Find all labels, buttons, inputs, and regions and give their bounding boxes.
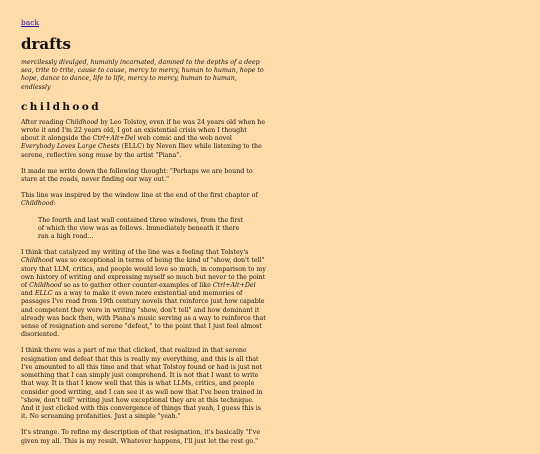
paragraph-1: After reading Childhood by Leo Tolstoy, even if he was 24 years old when he wrote it and I'm 22 years old, I got an existential crisis when I thought about it alongside the Ctrl+Alt+Del web comic and the web novel Everybody Loves Large Chests (ELLC) by Neven Iliev while listening to the serene, reflective song muse by the artist "Piana".	[21, 118, 266, 159]
paragraph-6: It's strange. To refine my description of that resignation, it's basically "I've given my all. This is my result. Whatever happens, I'll just let the rest go."	[21, 429, 261, 445]
paragraph-2: It made me write down the following thought: "Perhaps we are bound to stare at the roads, never finding our way out."	[21, 167, 253, 184]
tagline: mercilessly divulged, humanly incarnated, damned to the depths of a deep sea, trite to trite, cause to cause, mercy to mercy, human to human, hope to hope, dance to dance, life to life, mercy to mercy, human to human, endlessly	[21, 59, 264, 91]
back-link[interactable]: back	[21, 18, 40, 27]
blockquote: The fourth and last wall contained three windows, from the first of which the view was as follows. Immediately beneath it there ran a high road...	[38, 216, 244, 241]
section-title: childhood	[21, 100, 101, 113]
paragraph-3: This line was inspired by the window line at the end of the first chapter of Childhood:	[21, 192, 258, 208]
paragraph-5: I think there was a part of me that clicked, that realized in that serene resignation and defeat that this is really my everything, and this is all that I've amounted to all this time and that what Tolstoy found or had is just not something that I can simply just comprehend. It is not that I want to write that way. It is that I know well that this is what LLMs, critics, and people consider good writing, and I can see it as well now that I've been trained in "show, don't tell" writing just how exceptional they are at this technique. And it just clicked with this convergence of things that yeah, I guess this is it. No screaming profanities. Just a simple "yeah."	[21, 347, 263, 421]
paragraph-4: I think that catalyzed my writing of the line was a feeling that Tolstey's Childhood was so exceptional in terms of being the kind of "show, don't tell" story that LLM, critics, and people would love so much, in comparison to my own history of writing and expressing myself so much but never to the point of Childhood so as to gather other counter-examples of like Ctrl+Alt+Del and ELLC as a way to make it even more existential and memories of passages I've read from 19th century novels that reinforce just how capable and competent they were in writing "show, don't tell" and how dominant it already was back then, with Piana's music serving as a way to reinforce that sense of resignation and serene "defeat," to the point that I just feel almost disoriented.	[21, 249, 266, 339]
page-title: drafts	[21, 35, 71, 53]
page-content	[21, 10, 266, 454]
